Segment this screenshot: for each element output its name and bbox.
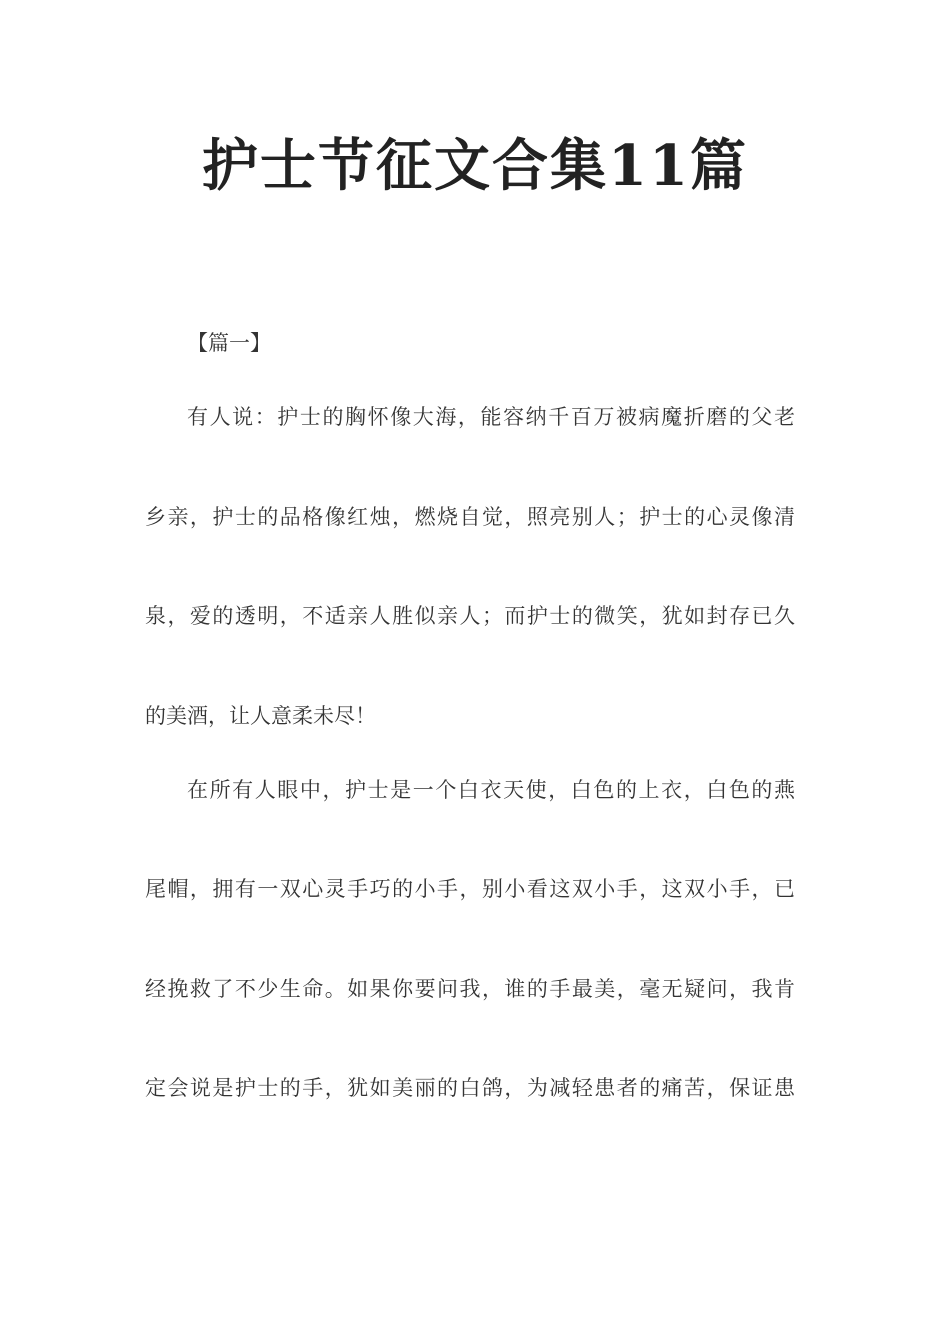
paragraph-line: 泉，爱的透明，不适亲人胜似亲人；而护士的微笑，犹如封存已久 (145, 604, 795, 628)
paragraph-line: 在所有人眼中，护士是一个白衣天使，白色的上衣，白色的燕 (187, 778, 795, 802)
section-heading: 【篇一】 (187, 331, 271, 355)
paragraph-line: 乡亲，护士的品格像红烛，燃烧自觉，照亮别人；护士的心灵像清 (145, 505, 795, 529)
paragraph-line: 有人说：护士的胸怀像大海，能容纳千百万被病魔折磨的父老 (187, 405, 795, 429)
paragraph-line: 定会说是护士的手，犹如美丽的白鸽，为减轻患者的痛苦，保证患 (145, 1076, 795, 1100)
paragraph-line: 的美酒，让人意柔未尽！ (145, 704, 376, 728)
paragraph-line: 经挽救了不少生命。如果你要问我，谁的手最美，毫无疑问，我肯 (145, 977, 795, 1001)
paragraph-line: 尾帽，拥有一双心灵手巧的小手，别小看这双小手，这双小手，已 (145, 877, 795, 901)
document-title: 护士节征文合集11篇 (202, 133, 748, 199)
